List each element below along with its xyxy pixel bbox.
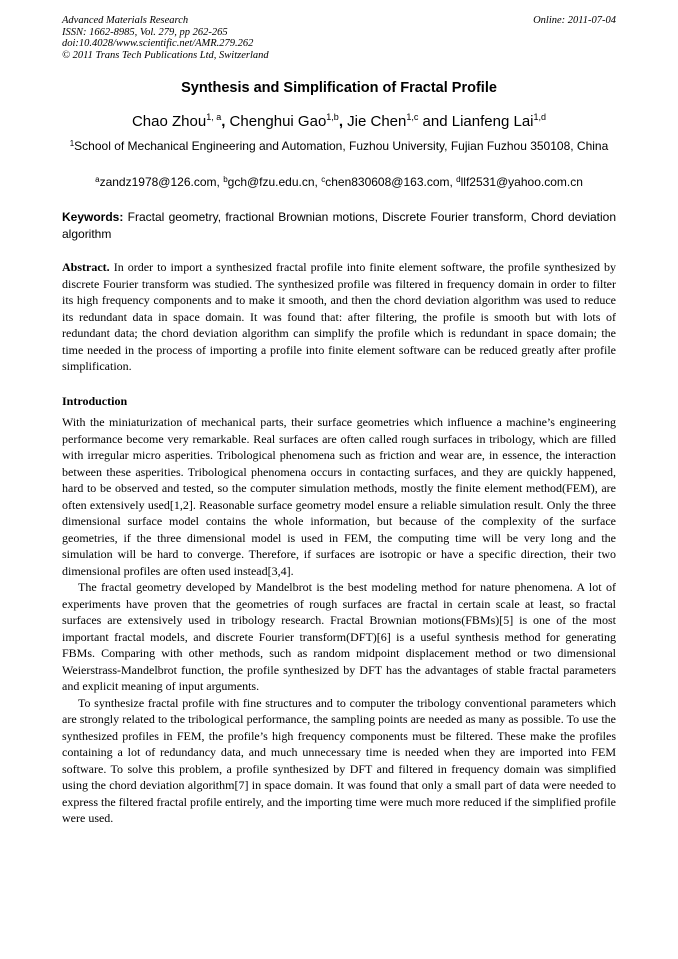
keywords (62, 209, 616, 243)
email-address: gch@fzu.edu.cn, (227, 175, 318, 189)
email-sup: d (456, 175, 461, 184)
keywords-label: Keywords: (62, 210, 124, 224)
author-sup: 1,c (406, 112, 419, 122)
abstract-text: In order to import a synthesized fractal profile into finite element software, the profile synthesized by discrete Fourier transform was studied. The synthesized profile was filtered in frequency domain in order to filter its high frequency components and to make it smooth, and then the chord deviation algorithm was used to reduce its redundant data in space domain. It was found that: after filtering, the profile is smooth but with lots of redundant data; the chord deviation algorithm can simplify the profile which is redundant in space domain; the time needed in the process of importing a profile into finite element software can be reduced greatly after profile simplification. (62, 260, 616, 373)
abstract-label: Abstract. (62, 260, 110, 274)
issn-line: ISSN: 1662-8985, Vol. 279, pp 262-265 (62, 26, 228, 38)
author-separator: , (338, 113, 343, 130)
paragraph: With the miniaturization of mechanical parts, their surface geometries which influence a machine’s engineering performance become very remarkable. Real surfaces are often called rough surfaces in tribology, which are filled with irregular micro asperities. Tribological phenomena such as friction and wear are, in essence, the interaction between these asperities. Tribological phenomena occurs in contacting surfaces, and they are quickly happened, hard to be observed and tested, so the computer simulation methods, mostly the finite element method(FEM), are often extensively used[1,2]. Reasonable surface geometry model ensure a reliable simulation result. Only the three dimensional surface model contains the whole information, but because of the complexity of the surface geometries, if the three dimensional model is used in FEM, the computing time will be very long and the simulation will be hard to converge. Therefore, if surfaces are isotropic or have a specific direction, their two dimensional profiles are often used instead[3,4]. (62, 415, 616, 578)
email-sup: b (223, 175, 228, 184)
paper-title: Synthesis and Simplification of Fractal Profile (181, 80, 497, 96)
email-address: llf2531@yahoo.com.cn (460, 175, 583, 189)
affiliation-text: School of Mechanical Engineering and Automation, Fuzhou University, Fujian Fuzhou 350108, China (74, 139, 609, 153)
author-name: Chenghui Gao (229, 113, 327, 130)
introduction-body (62, 414, 616, 827)
paragraph: To synthesize fractal profile with fine structures and to computer the tribology conventional parameters which are strongly related to the tribological performance, the sampling points are needed as many as possible. To use the synthesized profiles in FEM, the profile’s high frequency components must be filtered. These make the profiles containing a lot of redundancy data, and much unnecessary time is needed when they are imported into FEM software. To solve this problem, a profile synthesized by DFT and filtered in frequency domain was simplified using the chord deviation algorithm[7] in space domain. It was found that only a small part of data were needed to express the filtered fractal profile entirely, and the importing time were much more reduced if the simplified profile were used. (62, 695, 616, 825)
author-sup: 1, a (206, 112, 222, 122)
email-address: zandz1978@126.com, (99, 175, 220, 189)
online-date: Online: 2011-07-04 (533, 15, 616, 26)
email-address: chen830608@163.com, (325, 175, 453, 189)
author-and: and (422, 113, 448, 130)
section-heading-introduction: Introduction (62, 394, 128, 408)
paragraph: The fractal geometry developed by Mandelbrot is the best modeling method for nature phenomena. A lot of experiments have proven that the geometries of rough surfaces are fractal in certain scale at least, so fractal surfaces are extensively used in tribology research. Fractal Brownian motions(FBMs)[5] is one of the most important fractal models, and discrete Fourier transform(DFT)[6] is a useful synthesis method for generating FBMs. Comparing with other methods, such as random midpoint displacement method or two dimensional Weierstrass-Mandelbrot function, the profile synthesized by DFT has the advantages of stable fractal parameters and explicit meaning of input arguments. (62, 580, 616, 693)
affiliation-sup: 1 (69, 139, 75, 148)
doi-line: doi:10.4028/www.scientific.net/AMR.279.262 (62, 38, 254, 49)
affiliation (62, 138, 616, 154)
author-name: Jie Chen (347, 113, 407, 130)
author-sup: 1,b (326, 112, 339, 122)
email-sup: c (321, 175, 326, 184)
keywords-text: Fractal geometry, fractional Brownian motions, Discrete Fourier transform, Chord deviation algorithm (62, 210, 617, 241)
email-list (0, 175, 678, 189)
journal-header (62, 15, 616, 61)
author-name: Chao Zhou (131, 113, 207, 130)
email-sup: a (95, 175, 100, 184)
author-separator: , (221, 113, 226, 130)
author-name: Lianfeng Lai (451, 113, 534, 130)
author-sup: 1,d (533, 112, 547, 122)
journal-name: Advanced Materials Research (62, 15, 189, 26)
copyright-line: © 2011 Trans Tech Publications Ltd, Switzerland (62, 49, 269, 61)
abstract (62, 259, 616, 375)
author-list (0, 113, 678, 130)
